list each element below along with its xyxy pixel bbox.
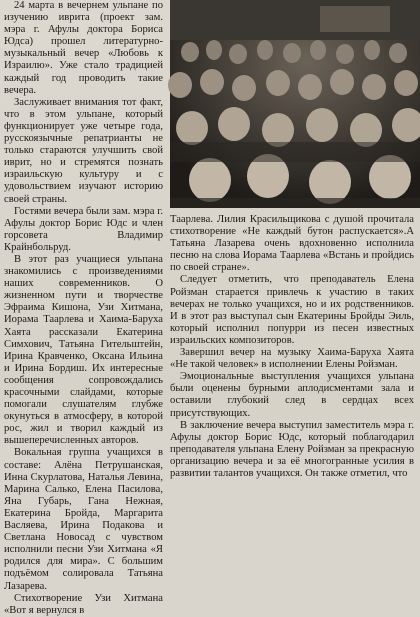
- article-paragraph: В заключение вечера выступил заместитель мэра г. Афулы доктор Борис Юдс, который поблагодарил преподавателя ульпана Елену Ройзман за прекрасную организацию вечера и за её многогранные усилия в развитии талантов учащихся. Он также отметил, что: [170, 419, 414, 479]
- article-paragraph: Заслуживает внимания тот факт, что в этом ульпане, который функционирует уже четыре года, русскоязычные репатрианты не только стараются улучшить свой иврит, но и стремятся познать израильскую культуру и с удовольствием изучают историю своей страны.: [4, 96, 163, 205]
- article-paragraph: Вокальная группа учащихся в составе: Алёна Петрушанская, Инна Скурлатова, Наталья Левина, Марина Салько, Елена Пасилова, Яна Губарь, Гана Нежная, Екатерина Бройда, Маргарита Васляева, Ирина Подакова и Светлана Новосад с чувством исполнили песни Узи Хитмана «Я родился для мира». С большим подъёмом солировала Татьяна Лазарева.: [4, 447, 163, 592]
- article-paragraph: Гостями вечера были зам. мэра г. Афулы доктор Борис Юдс и член горсовета Владимир Крайнбольруд.: [4, 205, 163, 253]
- article-paragraph: Таарлева. Лилия Красильщикова с душой прочитала стихотворение «Не каждый бутон распускается».А Татьяна Лазарева очень вдохновенно исполнила песню на слова Иорама Таарлева «Встань и пройдись по своей стране».: [170, 214, 414, 274]
- article-paragraph: Стихотворение Узи Хитмана «Вот я вернулся в: [4, 592, 163, 616]
- audience-photo-illustration: [170, 0, 420, 208]
- article-column-left: [4, 0, 163, 617]
- article-paragraph: Следует отметить, что преподаватель Елена Ройзман старается привлечь к участию в таких вечерах не только учащихся, но и их родственников. И в этот раз выступал сын Екатерины Бройды Эиль, который исполнил попурри из песен известных израильских композиторов.: [170, 274, 414, 346]
- article-paragraph: 24 марта в вечернем ульпане по изучению иврита (проект зам. мэра г. Афулы доктора Бориса Юдса) прошел литературно-музыкальный вечер «Любовь к Израилю». Уже стало традицией каждый год проводить такие вечера.: [4, 0, 163, 96]
- article-column-right: [170, 214, 414, 480]
- event-photo: [170, 0, 420, 208]
- article-paragraph: В этот раз учащиеся ульпана знакомились с произведениями наших современников. О жизненном пути и творчестве Эфраима Кишона, Узи Хитмана, Иорама Таарлева и Хаима-Баруха Хаята рассказали Екатерина Симхович, Татьяна Гительштейн, Ирина Кравченко, Оксана Ильина и Ирина Бордиш. Их интересные сообщения сопровождались красочными слайдами, которые помогали слушателям глубже окунуться в атмосферу, в которой рос, жил и творил каждый из вышеперечисленных авторов.: [4, 253, 163, 447]
- article-paragraph: Эмоциональные выступления учащихся ульпана были оценены бурными аплодисментами зала и оставили глубокий след в сердцах всех присутствующих.: [170, 371, 414, 419]
- article-paragraph: Завершил вечер на музыку Хаима-Баруха Хаята «Не такой человек» в исполнении Елены Ройзман.: [170, 347, 414, 371]
